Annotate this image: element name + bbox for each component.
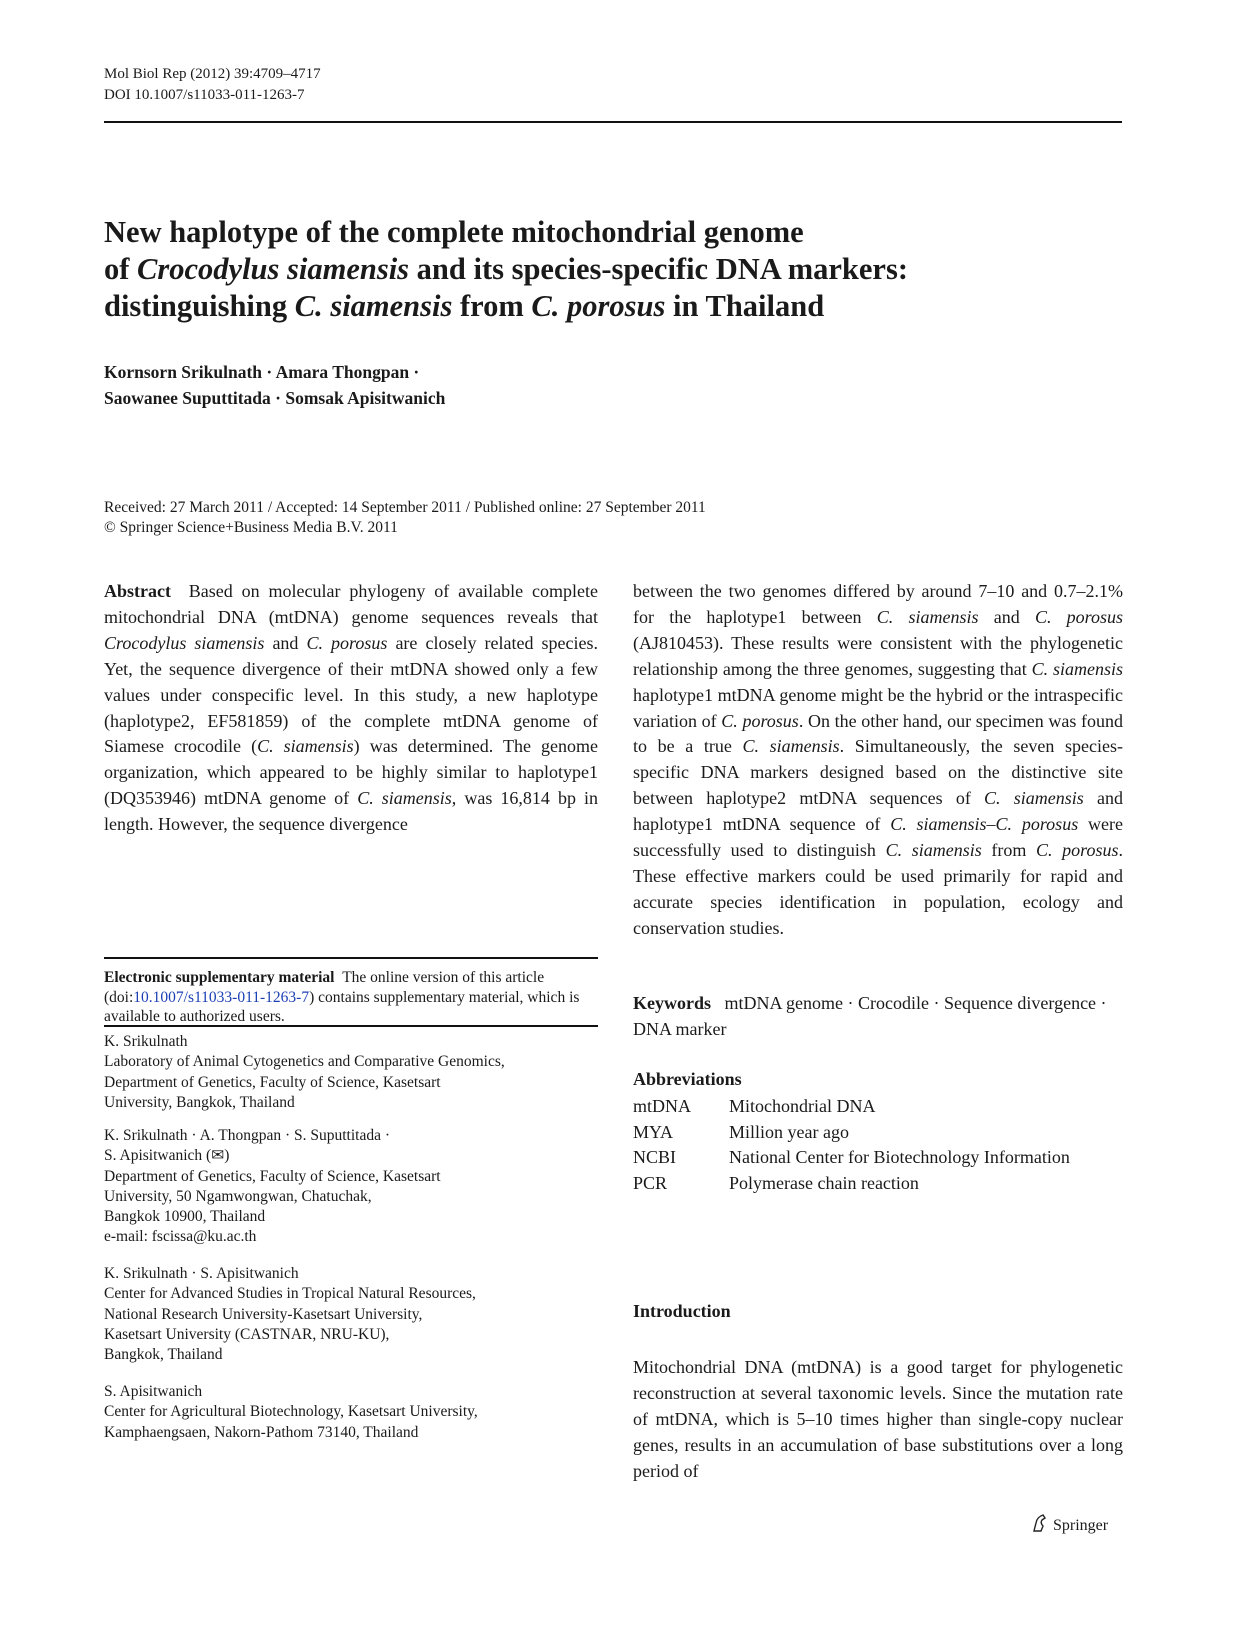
abbreviations-heading: Abbreviations (633, 1069, 742, 1089)
affiliation-block (104, 1382, 598, 1443)
abstract-text-right: between the two genomes differed by around 7–10 and 0.7–2.1% for the haplotype1 between C. siamensis and C. porosus (AJ810453). These results were consistent with the phylogenetic relationship among the three genomes, suggesting that C. siamensis haplotype1 mtDNA genome might be the hybrid or the intraspecific variation of C. porosus. On the other hand, our specimen was found to be a true C. siamensis. Simultaneously, the seven species-specific DNA markers designed based on the distinctive site between haplotype2 mtDNA sequences of C. siamensis and haplotype1 mtDNA sequence of C. siamensis–C. porosus were successfully used to distinguish C. siamensis from C. porosus. These effective markers could be used primarily for rapid and accurate species identification in population, ecology and conservation studies. (633, 581, 1124, 938)
authors-line-1: Kornsorn Srikulnath · Amara Thongpan · (104, 362, 420, 382)
affiliation-line: Bangkok 10900, Thailand (104, 1208, 266, 1226)
affiliation-line: S. Apisitwanich (104, 1383, 203, 1400)
abbreviation-term: NCBI (633, 1147, 677, 1167)
affiliation-line: S. Apisitwanich (✉) (104, 1147, 230, 1165)
keywords (633, 991, 1123, 1043)
affiliation-line: e-mail: fscissa@ku.ac.th (104, 1228, 257, 1246)
affiliation-line: Center for Agricultural Biotechnology, Kasetsart University, (104, 1403, 478, 1421)
title-species: C. porosus (531, 289, 666, 323)
supplementary-note (104, 968, 598, 1027)
publisher-name: Springer (1053, 1516, 1109, 1534)
abbreviation-term: MYA (633, 1121, 674, 1142)
affiliation-line: K. Srikulnath (104, 1033, 188, 1050)
affiliation-line: University, 50 Ngamwongwan, Chatuchak, (104, 1187, 372, 1205)
abbreviation-definition: National Center for Biotechnology Information (729, 1147, 1070, 1167)
header-rule (104, 121, 1122, 123)
affiliation-line: Laboratory of Animal Cytogenetics and Comparative Genomics, (104, 1053, 505, 1071)
abbreviation-row (633, 1120, 849, 1146)
affiliation-line: K. Srikulnath · S. Apisitwanich (104, 1265, 299, 1282)
affiliation-block (104, 1032, 598, 1113)
dates-line: Received: 27 March 2011 / Accepted: 14 September 2011 / Published online: 27 September 2011 (104, 499, 706, 516)
keywords-label: Keywords (633, 993, 711, 1013)
title-text: and its species-specific DNA markers: (409, 252, 908, 286)
abstract-right (633, 579, 1123, 942)
affiliation-line: K. Srikulnath · A. Thongpan · S. Suputtitada · (104, 1127, 391, 1144)
doi-link[interactable]: 10.1007/s11033-011-1263-7 (133, 988, 310, 1006)
affiliation-line: National Research University-Kasetsart University, (104, 1305, 423, 1323)
affiliation-line: Department of Genetics, Faculty of Science, Kasetsart (104, 1167, 441, 1185)
abbreviation-row (633, 1094, 875, 1120)
journal-citation: Mol Biol Rep (2012) 39:4709–4717 (104, 66, 321, 82)
title-species: Crocodylus siamensis (137, 252, 410, 286)
title-species: C. siamensis (294, 289, 453, 323)
springer-horse-icon (1031, 1513, 1049, 1538)
title-text: from (452, 289, 532, 323)
affiliation-line: Kasetsart University (CASTNAR, NRU-KU), (104, 1325, 390, 1343)
abbreviation-row (633, 1171, 919, 1197)
copyright-line: © Springer Science+Business Media B.V. 2011 (104, 519, 398, 536)
title-text: in Thailand (665, 289, 825, 323)
publisher-logo (1031, 1513, 1108, 1538)
affiliation-line: Center for Advanced Studies in Tropical Natural Resources, (104, 1285, 476, 1303)
affiliation-line: Department of Genetics, Faculty of Science, Kasetsart (104, 1073, 441, 1091)
affiliation-line: Kamphaengsaen, Nakorn-Pathom 73140, Thailand (104, 1423, 419, 1441)
title-line-1: New haplotype of the complete mitochondrial genome (104, 215, 804, 249)
abbreviation-row (633, 1145, 1070, 1171)
abstract-label: Abstract (104, 581, 171, 601)
affiliation-block (104, 1126, 598, 1248)
authors-line-2: Saowanee Suputtitada · Somsak Apisitwanich (104, 388, 446, 408)
doi-line: DOI 10.1007/s11033-011-1263-7 (104, 87, 305, 103)
introduction-heading: Introduction (633, 1301, 731, 1321)
abstract-left (104, 579, 598, 838)
affiliation-line: Bangkok, Thailand (104, 1346, 223, 1364)
esm-text: The online version of this article (doi: (104, 969, 545, 1006)
abbreviation-term: PCR (633, 1172, 668, 1193)
abbreviation-term: mtDNA (633, 1096, 691, 1116)
introduction-text: Mitochondrial DNA (mtDNA) is a good target for phylogenetic reconstruction at several taxonomic levels. Since the mutation rate of mtDNA, which is 5–10 times higher than single-copy nuclear genes, results in an accumulation of base substitutions over a long period of (633, 1357, 1123, 1481)
title-text: of (104, 252, 138, 286)
esm-top-rule (104, 957, 598, 959)
esm-text: ) contains supplementary material, which is available to authorized users. (104, 988, 580, 1025)
abbreviation-definition: Million year ago (729, 1121, 849, 1142)
abbreviation-definition: Polymerase chain reaction (729, 1172, 919, 1193)
esm-label: Electronic supplementary material (104, 969, 335, 986)
abstract-text-left: Based on molecular phylogeny of available complete mitochondrial DNA (mtDNA) genome sequences reveals that Crocodylus siamensis and C. porosus are closely related species. Yet, the sequence divergence of their mtDNA showed only a few values under conspecific level. In this study, a new haplotype (haplotype2, EF581859) of the complete mtDNA genome of Siamese crocodile (C. siamensis) was determined. The genome organization, which appeared to be highly similar to haplotype1 (DQ353946) mtDNA genome of C. siamensis, was 16,814 bp in length. However, the sequence divergence (104, 581, 599, 835)
abbreviation-definition: Mitochondrial DNA (729, 1096, 876, 1116)
paper-title (104, 214, 1124, 325)
esm-bottom-rule (104, 1025, 598, 1027)
affiliation-block (104, 1264, 598, 1365)
author-list (104, 359, 445, 411)
keywords-text: mtDNA genome · Crocodile · Sequence divergence · DNA marker (633, 993, 1107, 1039)
affiliation-line: University, Bangkok, Thailand (104, 1093, 295, 1111)
publication-dates (104, 498, 706, 538)
title-text: distinguishing (104, 289, 295, 323)
